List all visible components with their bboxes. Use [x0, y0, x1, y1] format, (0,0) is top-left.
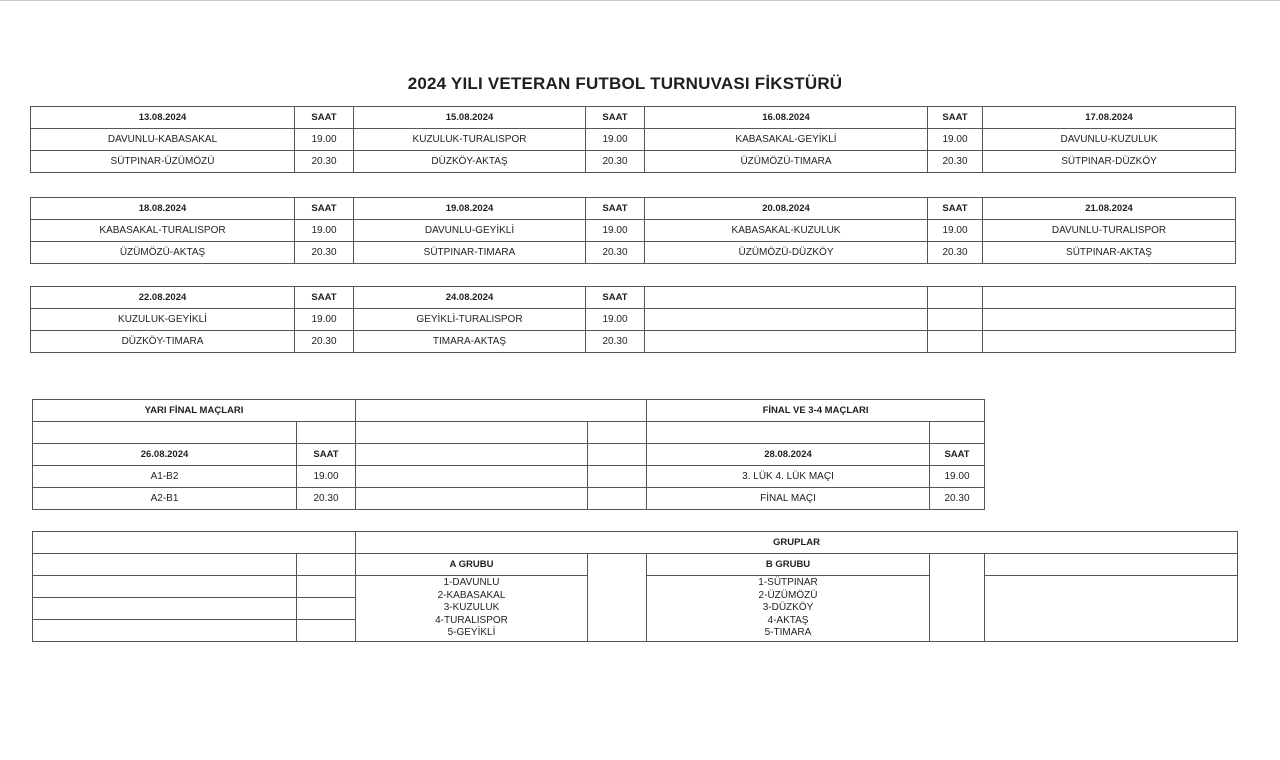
empty-cell	[983, 309, 1236, 331]
table-row	[33, 466, 985, 488]
groups-heading: GRUPLAR	[356, 532, 1238, 554]
saat-header: SAAT	[586, 107, 645, 129]
time-cell: 20.30	[295, 331, 354, 353]
empty-cell	[985, 576, 1238, 642]
date-header: 24.08.2024	[354, 287, 586, 309]
time-cell: 19.00	[586, 129, 645, 151]
date-header: 18.08.2024	[31, 198, 295, 220]
table-row	[31, 151, 1236, 173]
match-cell: KABASAKAL-GEYİKLİ	[645, 129, 928, 151]
empty-cell	[647, 422, 930, 444]
list-item: 2-ÜZÜMÖZÜ	[758, 589, 818, 601]
table-row	[31, 331, 1236, 353]
empty-cell	[297, 620, 356, 642]
empty-cell	[983, 331, 1236, 353]
empty-cell	[356, 400, 647, 422]
table-row	[31, 220, 1236, 242]
saat-header: SAAT	[928, 198, 983, 220]
time-cell: 19.00	[295, 309, 354, 331]
empty-cell	[930, 422, 985, 444]
final-match-cell: 3. LÜK 4. LÜK MAÇI	[647, 466, 930, 488]
playoff-table	[32, 399, 985, 510]
group-a-list	[356, 576, 588, 642]
empty-cell	[33, 598, 297, 620]
fixture-block-1	[30, 106, 1236, 173]
match-cell: KUZULUK-GEYİKLİ	[31, 309, 295, 331]
empty-cell	[33, 532, 356, 554]
top-border-line	[0, 0, 1280, 1]
table-row	[31, 309, 1236, 331]
match-cell: GEYİKLİ-TURALISPOR	[354, 309, 586, 331]
time-cell: 19.00	[295, 220, 354, 242]
empty-cell	[297, 576, 356, 598]
list-item: 4-AKTAŞ	[767, 614, 809, 626]
time-cell: 20.30	[297, 488, 356, 510]
match-cell: ÜZÜMÖZÜ-DÜZKÖY	[645, 242, 928, 264]
date-header: 15.08.2024	[354, 107, 586, 129]
final-date-header: 28.08.2024	[647, 444, 930, 466]
table-row	[33, 554, 1238, 576]
empty-cell	[930, 554, 985, 642]
time-cell: 19.00	[586, 220, 645, 242]
empty-cell	[645, 287, 928, 309]
time-cell: 20.30	[928, 151, 983, 173]
list-item: 4-TURALISPOR	[435, 614, 508, 626]
table-row	[33, 444, 985, 466]
time-cell: 19.00	[928, 129, 983, 151]
groups-table	[32, 531, 1238, 642]
final-match-cell: FİNAL MAÇI	[647, 488, 930, 510]
match-cell: DÜZKÖY-AKTAŞ	[354, 151, 586, 173]
semi-match-cell: A2-B1	[33, 488, 297, 510]
empty-cell	[645, 331, 928, 353]
match-cell: TIMARA-AKTAŞ	[354, 331, 586, 353]
empty-cell	[928, 287, 983, 309]
match-cell: KUZULUK-TURALISPOR	[354, 129, 586, 151]
saat-header: SAAT	[297, 444, 356, 466]
match-cell: SÜTPINAR-AKTAŞ	[983, 242, 1236, 264]
saat-header: SAAT	[295, 198, 354, 220]
saat-header: SAAT	[295, 107, 354, 129]
time-cell: 20.30	[295, 151, 354, 173]
empty-cell	[588, 466, 647, 488]
empty-cell	[33, 554, 297, 576]
page-title: 2024 YILI VETERAN FUTBOL TURNUVASI FİKSTÜRÜ	[407, 74, 843, 93]
list-item: 3-KUZULUK	[443, 602, 500, 614]
match-cell: ÜZÜMÖZÜ-AKTAŞ	[31, 242, 295, 264]
match-cell: DAVUNLU-KABASAKAL	[31, 129, 295, 151]
time-cell: 20.30	[928, 242, 983, 264]
empty-cell	[985, 554, 1238, 576]
empty-cell	[928, 331, 983, 353]
group-a-title: A GRUBU	[356, 554, 588, 576]
table-row	[31, 242, 1236, 264]
empty-cell	[588, 444, 647, 466]
empty-cell	[588, 422, 647, 444]
saat-header: SAAT	[928, 107, 983, 129]
match-cell: DÜZKÖY-TIMARA	[31, 331, 295, 353]
table-row	[31, 287, 1236, 309]
list-item: 3-DÜZKÖY	[762, 602, 814, 614]
table-row	[31, 129, 1236, 151]
empty-cell	[588, 554, 647, 642]
empty-cell	[297, 554, 356, 576]
time-cell: 20.30	[930, 488, 985, 510]
table-row	[31, 107, 1236, 129]
date-header: 22.08.2024	[31, 287, 295, 309]
list-item: 1-DAVUNLU	[443, 577, 500, 589]
table-row	[33, 532, 1238, 554]
date-header: 21.08.2024	[983, 198, 1236, 220]
date-header: 19.08.2024	[354, 198, 586, 220]
time-cell: 19.00	[297, 466, 356, 488]
date-header: 13.08.2024	[31, 107, 295, 129]
list-item: 5-GEYİKLİ	[447, 627, 496, 639]
time-cell: 19.00	[928, 220, 983, 242]
time-cell: 20.30	[586, 151, 645, 173]
saat-header: SAAT	[930, 444, 985, 466]
fixture-block-3	[30, 286, 1236, 353]
table-row	[31, 198, 1236, 220]
time-cell: 19.00	[295, 129, 354, 151]
table-row	[33, 400, 985, 422]
group-b-title: B GRUBU	[647, 554, 930, 576]
empty-cell	[983, 287, 1236, 309]
table-row	[33, 488, 985, 510]
date-header: 17.08.2024	[983, 107, 1236, 129]
time-cell: 19.00	[586, 309, 645, 331]
final-heading: FİNAL VE 3-4 MAÇLARI	[647, 400, 985, 422]
time-cell: 20.30	[586, 242, 645, 264]
saat-header: SAAT	[586, 198, 645, 220]
match-cell: DAVUNLU-KUZULUK	[983, 129, 1236, 151]
empty-cell	[645, 309, 928, 331]
empty-cell	[356, 444, 588, 466]
group-b-list	[647, 576, 930, 642]
table-row	[33, 422, 985, 444]
time-cell: 20.30	[295, 242, 354, 264]
empty-cell	[297, 598, 356, 620]
match-cell: DAVUNLU-TURALISPOR	[983, 220, 1236, 242]
match-cell: ÜZÜMÖZÜ-TIMARA	[645, 151, 928, 173]
match-cell: SÜTPINAR-DÜZKÖY	[983, 151, 1236, 173]
empty-cell	[928, 309, 983, 331]
date-header: 16.08.2024	[645, 107, 928, 129]
list-item: 1-SÜTPINAR	[758, 577, 818, 589]
match-cell: KABASAKAL-KUZULUK	[645, 220, 928, 242]
semi-date-header: 26.08.2024	[33, 444, 297, 466]
empty-cell	[356, 466, 588, 488]
match-cell: KABASAKAL-TURALISPOR	[31, 220, 295, 242]
semi-final-heading: YARI FİNAL MAÇLARI	[33, 400, 356, 422]
empty-cell	[33, 620, 297, 642]
time-cell: 20.30	[586, 331, 645, 353]
date-header: 20.08.2024	[645, 198, 928, 220]
empty-cell	[33, 422, 297, 444]
time-cell: 19.00	[930, 466, 985, 488]
empty-cell	[33, 576, 297, 598]
semi-match-cell: A1-B2	[33, 466, 297, 488]
match-cell: SÜTPINAR-ÜZÜMÖZÜ	[31, 151, 295, 173]
list-item: 2-KABASAKAL	[437, 589, 506, 601]
empty-cell	[356, 488, 588, 510]
match-cell: DAVUNLU-GEYİKLİ	[354, 220, 586, 242]
empty-cell	[297, 422, 356, 444]
saat-header: SAAT	[586, 287, 645, 309]
fixture-block-2	[30, 197, 1236, 264]
saat-header: SAAT	[295, 287, 354, 309]
match-cell: SÜTPINAR-TIMARA	[354, 242, 586, 264]
empty-cell	[588, 488, 647, 510]
list-item: 5-TIMARA	[764, 627, 812, 639]
empty-cell	[356, 422, 588, 444]
